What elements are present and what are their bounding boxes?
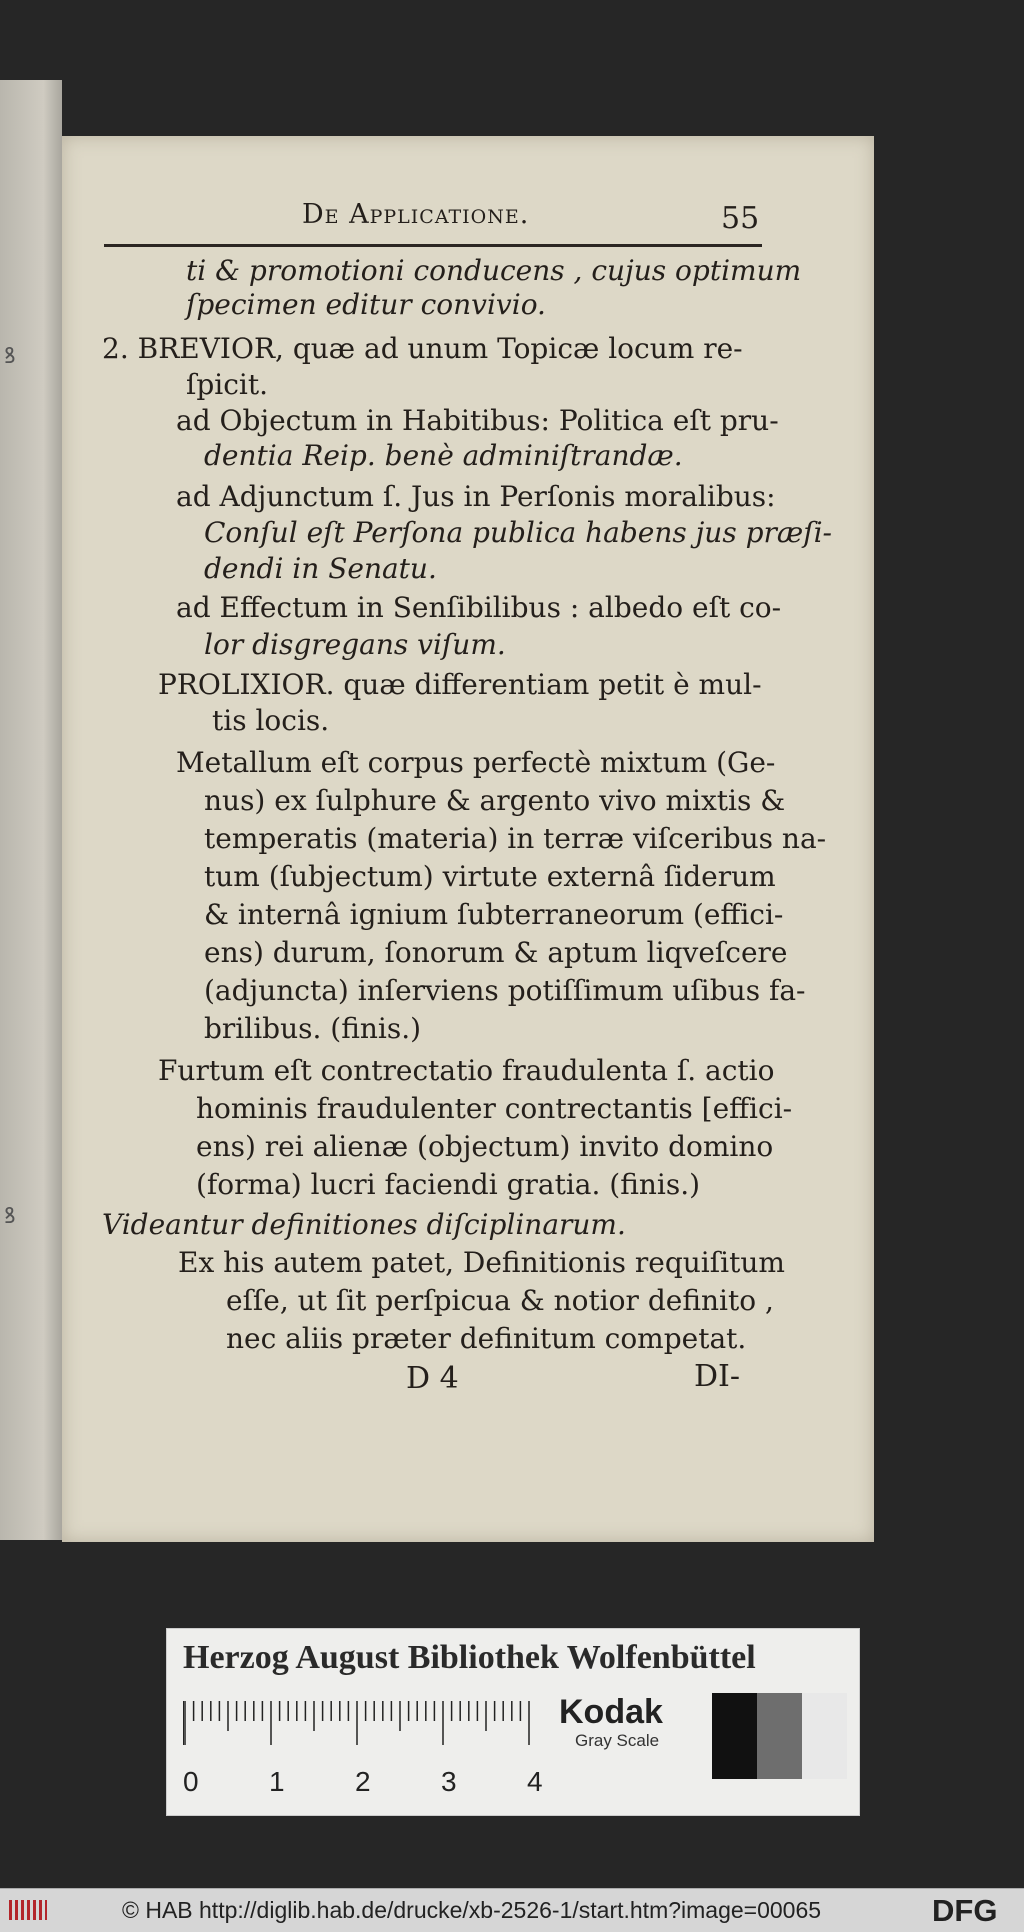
text-line: lor disgregans viſum. <box>204 628 506 661</box>
text-line: ad Adjunctum ſ. Jus in Perſonis moralibus: <box>176 480 776 513</box>
text-line: ad Objectum in Habitibus: Politica eſt pru- <box>176 404 779 437</box>
text-line: brilibus. (finis.) <box>204 1012 422 1045</box>
footer-bar <box>0 1888 1024 1932</box>
text-line: ſpicit. <box>186 368 269 401</box>
color-calibration-strip <box>166 1628 860 1816</box>
text-line: dentia Reip. benè adminiſtrandæ. <box>204 439 683 472</box>
text-line: (forma) lucri faciendi gratia. (finis.) <box>196 1168 701 1201</box>
text-line: tum (ſubjectum) virtute externâ ſiderum <box>204 860 776 893</box>
running-head: De Applicatione. <box>302 199 530 230</box>
adjacent-page-mark: ꝸ <box>4 1204 16 1229</box>
dfg-logo: DFG <box>932 1893 998 1928</box>
hab-logo-icon <box>8 1897 48 1923</box>
adjacent-page-edge <box>0 80 62 1540</box>
text-line: Metallum eſt corpus perfectè mixtum (Ge- <box>176 746 776 779</box>
text-line: tis locis. <box>212 704 330 737</box>
text-line: ti & promotioni conducens , cujus optimum <box>186 254 802 287</box>
text-line: ens) durum, ſonorum & aptum liqveſcere <box>204 936 788 969</box>
text-line: temperatis (materia) in terræ viſceribus na- <box>204 822 827 855</box>
text-line: ſpecimen editur convivio. <box>186 288 546 321</box>
text-line: dendi in Senatu. <box>204 552 437 585</box>
text-line: (adjuncta) inſerviens potiſſimum uſibus fa- <box>204 974 806 1007</box>
ruler-number: 1 <box>269 1766 285 1797</box>
ruler <box>183 1699 553 1809</box>
ruler-number: 4 <box>527 1766 543 1797</box>
gray-patch <box>757 1693 802 1779</box>
gray-patch <box>802 1693 847 1779</box>
kodak-logo: Kodak <box>559 1693 663 1731</box>
text-line: Videantur definitiones diſciplinarum. <box>102 1208 626 1241</box>
text-line: Ex his autem patet, Definitionis requiſitum <box>178 1246 785 1279</box>
signature-mark: D 4 <box>406 1361 459 1396</box>
gray-patch <box>712 1693 757 1779</box>
adjacent-page-mark: ꝸ <box>4 344 16 369</box>
text-line: ens) rei alienæ (objectum) invito domino <box>196 1130 774 1163</box>
text-line: eſſe, ut ſit perſpicua & notior definito , <box>226 1284 774 1317</box>
page-number: 55 <box>721 201 760 236</box>
gray-scale-label: Gray Scale <box>575 1731 660 1750</box>
text-line: Conſul eſt Perſona publica habens jus præſi- <box>204 516 833 549</box>
text-line: nus) ex ſulphure & argento vivo mixtis & <box>204 784 786 817</box>
ruler-number: 3 <box>441 1766 457 1797</box>
library-name: Herzog August Bibliothek Wolfenbüttel <box>183 1639 756 1676</box>
book-page <box>62 136 874 1542</box>
text-line: & internâ ignium ſubterraneorum (effici- <box>204 898 784 931</box>
text-line: nec aliis præter definitum competat. <box>226 1322 747 1355</box>
gray-patches <box>712 1693 847 1779</box>
text-line: PROLIXIOR. quæ differentiam petit è mul- <box>158 668 762 701</box>
text-line: Furtum eſt contrectatio fraudulenta ſ. actio <box>158 1054 775 1087</box>
catchword: DI- <box>694 1359 741 1394</box>
text-line: ad Effectum in Senſibilibus : albedo eſt co- <box>176 591 782 624</box>
text-line: hominis fraudulenter contrectantis [effici- <box>196 1092 793 1125</box>
header-rule <box>104 244 762 247</box>
ruler-number: 0 <box>183 1766 199 1797</box>
ruler-number: 2 <box>355 1766 371 1797</box>
text-line: 2. BREVIOR, quæ ad unum Topicæ locum re- <box>102 332 743 365</box>
copyright-url: © HAB http://diglib.hab.de/drucke/xb-2526-1/start.htm?image=00065 <box>122 1897 822 1923</box>
